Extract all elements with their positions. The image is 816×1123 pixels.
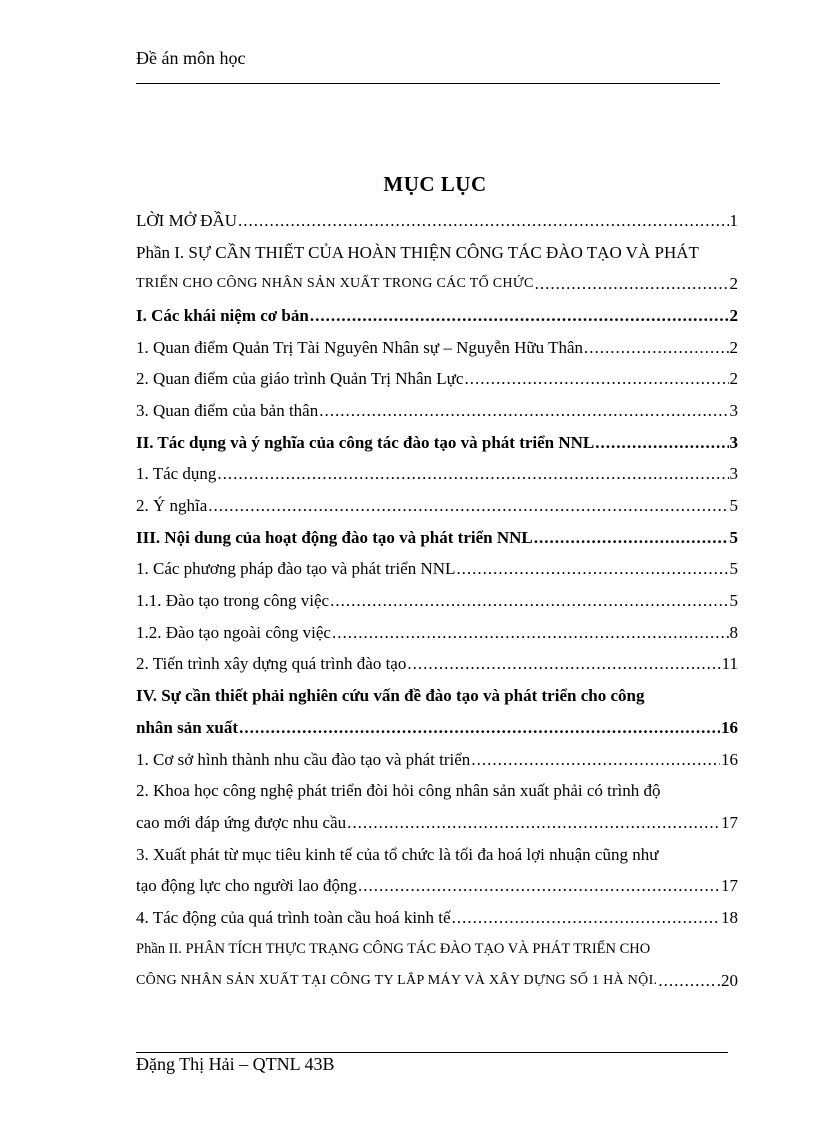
toc-entry-label: III. Nội dung của hoạt động đào tạo và phát triển NNL [136,527,533,547]
toc-page-number: 5 [729,559,738,579]
toc-page-number: 2 [729,337,738,357]
toc-page-number: 5 [729,496,738,516]
page-footer: Đặng Thị Hải – QTNL 43B [136,1054,335,1074]
toc-entry-label: Phần II. PHÂN TÍCH THỰC TRẠNG CÔNG TÁC ĐÀO TẠO VÀ PHÁT TRIỂN CHO [136,941,651,958]
toc-entry-label: 3. Xuất phát từ mục tiêu kinh tế của tổ chức là tối đa hoá lợi nhuận cũng như [136,844,659,864]
toc-entry [136,268,738,300]
toc-entry-label: TRIỂN CHO CÔNG NHÂN SẢN XUẤT TRONG CÁC TỔ CHỨC [136,276,534,292]
toc-dot-leader [239,718,720,738]
footer-rule [136,1052,728,1053]
toc-dot-leader [310,306,729,326]
toc-entry [136,395,738,427]
toc-entry-label: 2. Quan điểm của giáo trình Quản Trị Nhân Lực [136,369,464,389]
toc-dot-leader [330,591,728,611]
toc-dot-leader [464,369,728,389]
toc-entry-label: 1.2. Đào tạo ngoài công việc [136,622,331,642]
toc-dot-leader [471,750,720,770]
toc-entry [136,459,738,491]
toc-dot-leader [407,654,720,674]
toc-entry [136,775,738,807]
toc-page-number: 5 [729,591,738,611]
toc-entry [136,522,738,554]
toc-entry-label: nhân sản xuất [136,717,239,737]
toc-dot-leader [319,401,728,421]
toc-entry-label: 1. Các phương pháp đào tạo và phát triển NNL [136,559,456,579]
toc-entry-label: 2. Tiến trình xây dựng quá trình đào tạo [136,654,407,674]
toc-entry [136,744,738,776]
toc-page-number: 2 [729,305,738,325]
toc-entry [136,649,738,681]
toc-dot-leader [534,528,729,548]
toc-entry-label: I. Các khái niệm cơ bản [136,305,309,325]
toc-entry-label: II. Tác dụng và ý nghĩa của công tác đào tạo và phát triển NNL [136,432,595,452]
toc-entry-label: 1. Cơ sở hình thành nhu cầu đào tạo và phát triển [136,749,471,769]
toc-dot-leader [347,813,720,833]
toc-entry [136,427,738,459]
toc-entry [136,363,738,395]
toc-entry [136,870,738,902]
toc-page-number: 3 [729,464,738,484]
toc-page-number: 11 [721,654,738,674]
toc-entry [136,839,738,871]
toc-entry [136,585,738,617]
toc-dot-leader [217,464,728,484]
toc-entry-label: IV. Sự cần thiết phải nghiên cứu vấn đề đào tạo và phát triển cho công [136,686,645,706]
toc-page-number: 2 [729,369,738,389]
toc-entry [136,617,738,649]
toc-entry [136,332,738,364]
toc-dot-leader [452,908,720,928]
toc-dot-leader [456,559,728,579]
toc-entry-label: CÔNG NHÂN SẢN XUẤT TẠI CÔNG TY LẮP MÁY VÀ XÂY DỰNG SỐ 1 HÀ NỘI. [136,973,658,989]
toc-page-number: 17 [721,876,738,896]
toc-page-number: 5 [729,527,738,547]
toc-entry [136,300,738,332]
toc-title: MỤC LỤC [383,172,487,196]
toc-entry-label: 1. Tác dụng [136,464,217,484]
toc-page-number: 1 [729,210,738,230]
toc-entry-label: 1. Quan điểm Quản Trị Tài Nguyên Nhân sự – Nguyễn Hữu Thân [136,337,584,357]
toc-entry [136,712,738,744]
toc-page-number: 17 [721,812,738,832]
toc-page-number: .20 [716,971,738,991]
toc-dot-leader [358,876,720,896]
toc-entry [136,807,738,839]
toc-entry [136,680,738,712]
toc-entry-label: 1.1. Đào tạo trong công việc [136,591,330,611]
toc-entry [136,934,738,966]
toc-entry-label: tạo động lực cho người lao động [136,876,357,896]
toc-page-number: 3 [729,400,738,420]
page-header: Đề án môn học [136,48,246,68]
toc-dot-leader [535,274,729,294]
toc-dot-leader [208,496,728,516]
toc-entry-label: cao mới đáp ứng được nhu cầu [136,812,347,832]
toc-entry [136,966,738,998]
toc-page-number: 16 [721,749,738,769]
toc-page-number: 8 [729,622,738,642]
toc-entry-label: 4. Tác động của quá trình toàn cầu hoá kinh tế [136,907,451,927]
toc-entry-label: 2. Khoa học công nghệ phát triển đòi hỏi công nhân sản xuất phải có trình độ [136,781,661,801]
toc-dot-leader [332,623,729,643]
toc-entry [136,237,738,269]
toc-entry-label: 2. Ý nghĩa [136,496,208,516]
toc-entry [136,490,738,522]
toc-page-number: 2 [729,274,738,294]
toc-page-number: 16 [721,717,738,737]
toc-dot-leader [238,211,728,231]
table-of-contents [136,205,738,997]
header-rule [136,83,720,84]
toc-dot-leader [584,338,728,358]
toc-entry [136,205,738,237]
toc-entry-label: Phần I. SỰ CẦN THIẾT CỦA HOÀN THIỆN CÔNG TÁC ĐÀO TẠO VÀ PHÁT [136,242,699,262]
toc-entry-label: LỜI MỞ ĐẦU [136,210,238,230]
toc-dot-leader [595,433,728,453]
toc-dot-leader [658,971,715,991]
toc-page-number: 3 [729,432,738,452]
toc-page-number: 18 [721,907,738,927]
toc-entry [136,902,738,934]
toc-entry-label: 3. Quan điểm của bản thân [136,400,319,420]
toc-entry [136,554,738,586]
